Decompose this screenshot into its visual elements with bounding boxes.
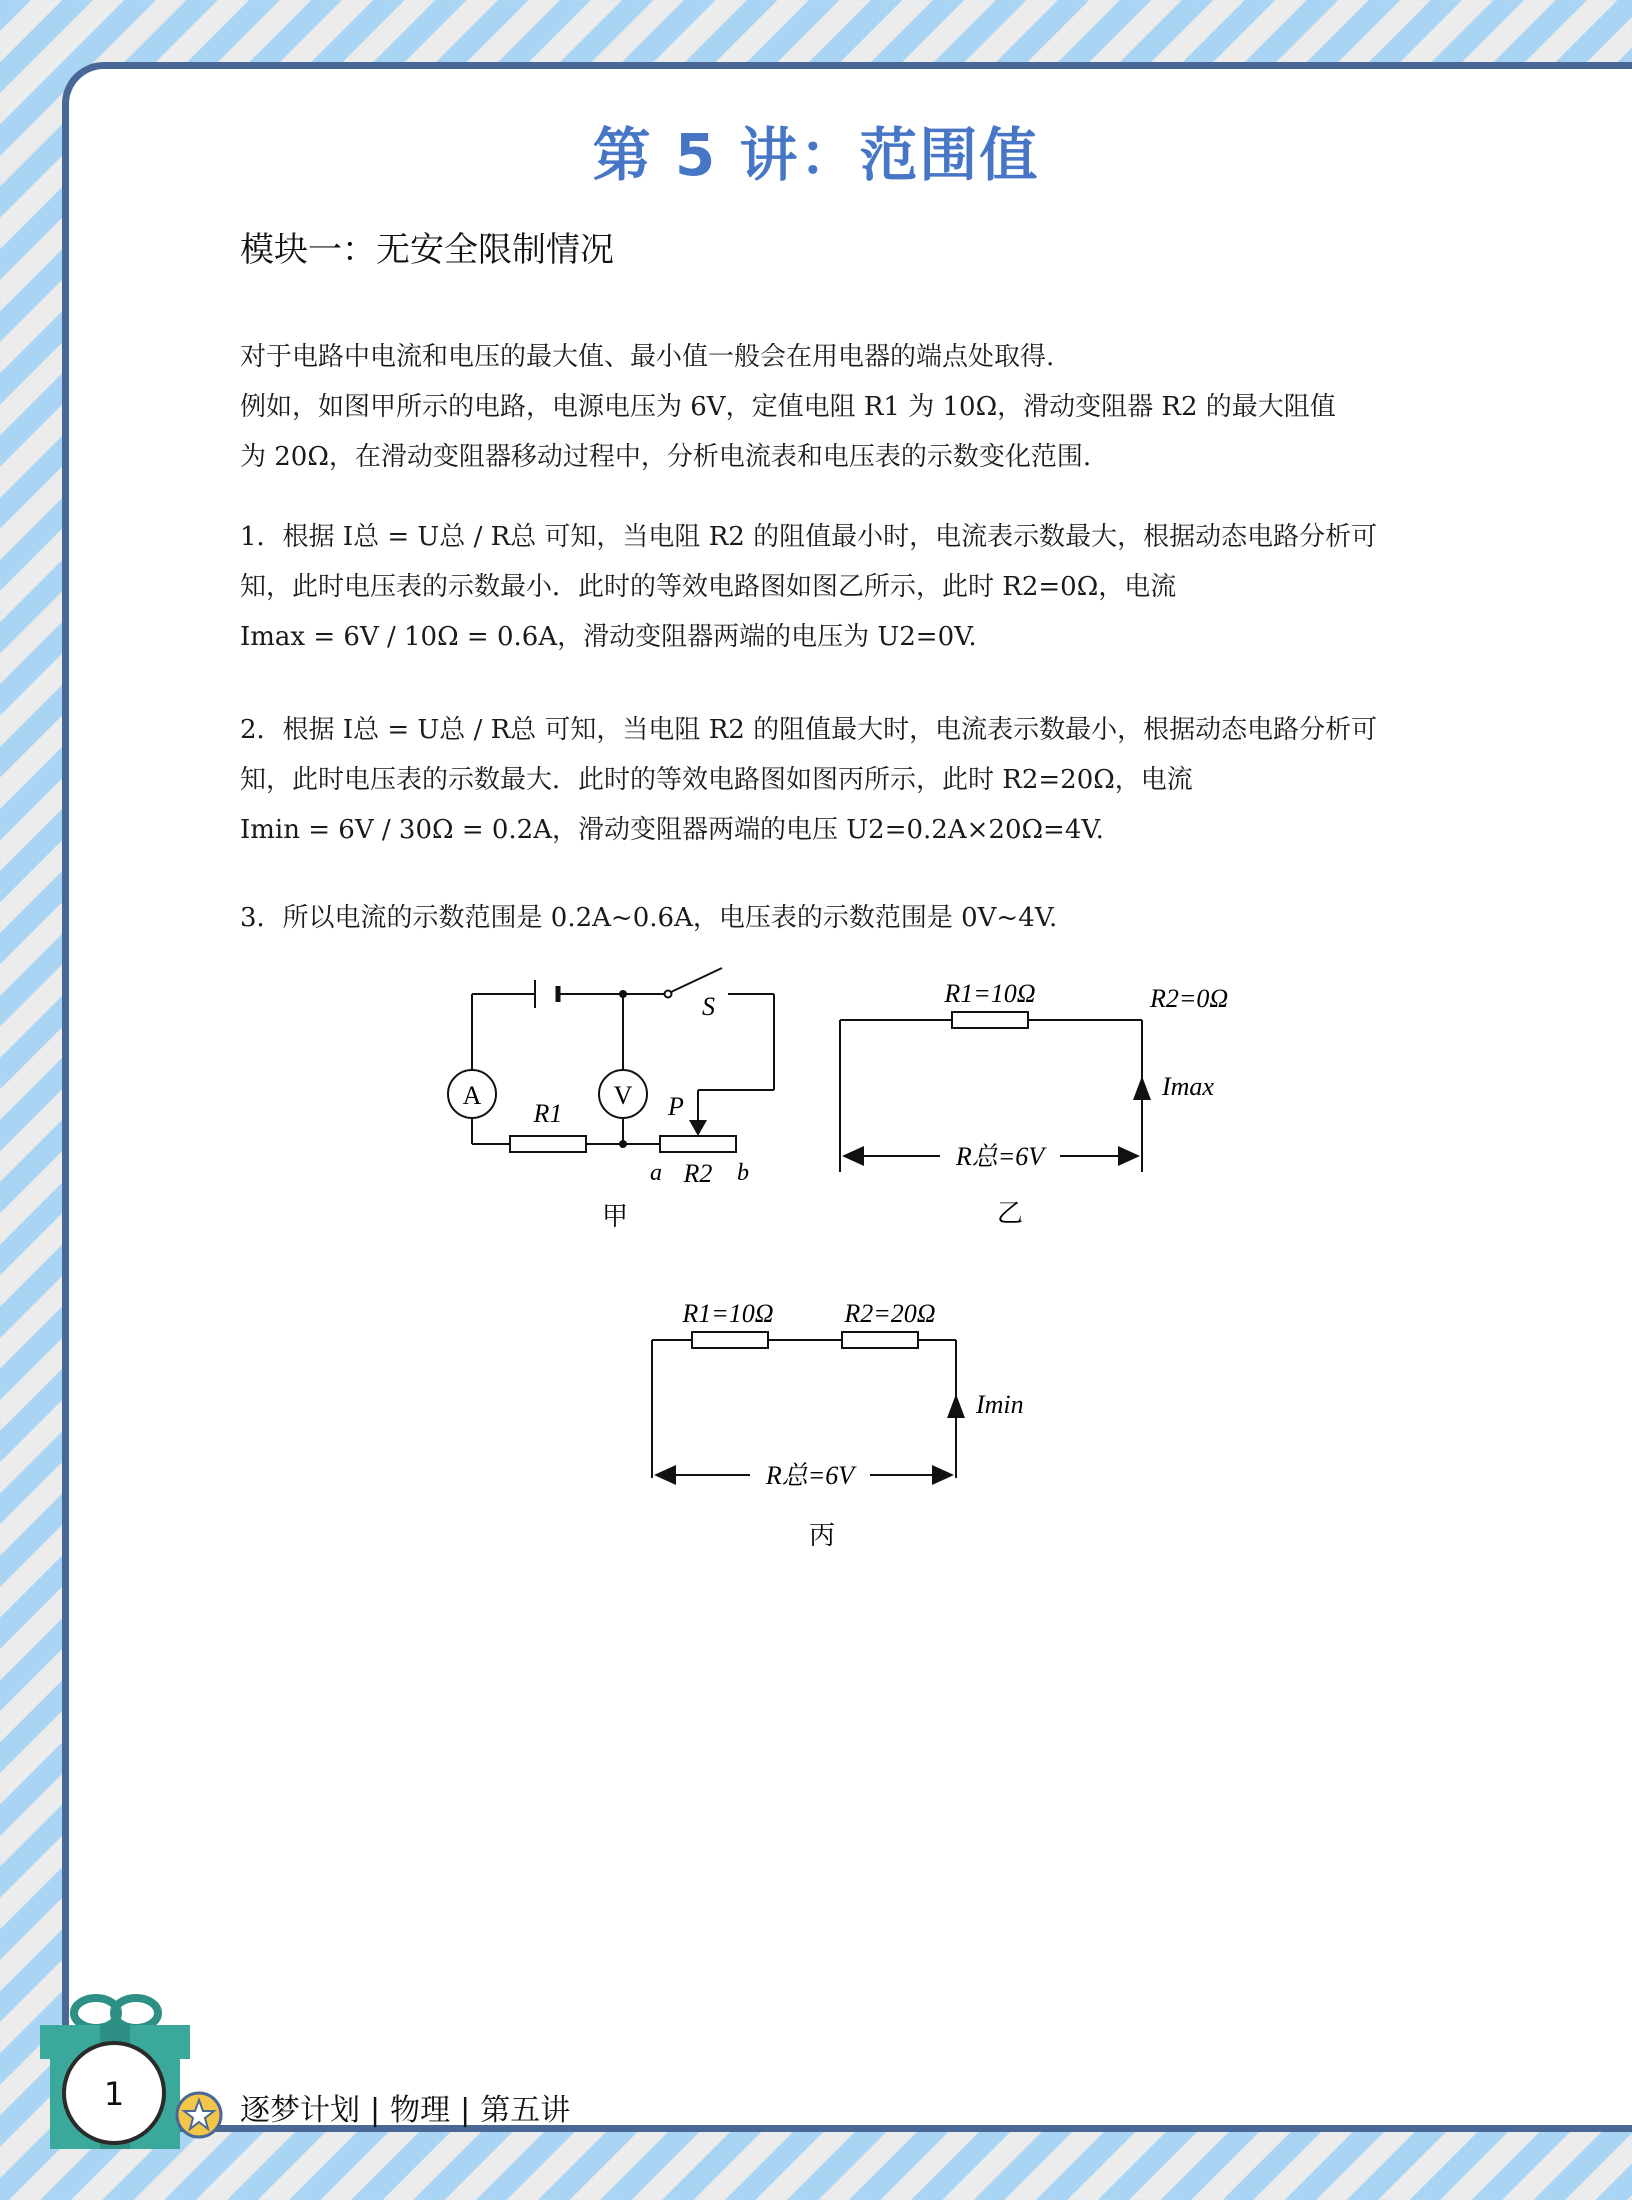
switch-label: S [702,992,715,1021]
voltmeter-label: V [613,1081,633,1110]
page-title: 第 5 讲：范围值 [592,121,1040,189]
step-1-paragraph [240,512,1390,662]
step-2-line-1: 2．根据 I总 = U总 / R总 可知，当电阻 R2 的阻值最大时，电流表示数最小，根据动态电路分析可 [240,715,1378,745]
footer-lecture: 第五讲 [480,2093,571,2128]
intro-line-3: 为 20Ω，在滑动变阻器移动过程中，分析电流表和电压表的示数变化范围. [240,442,1092,472]
intro-paragraph [240,332,1390,482]
step-1-line-3: Imax = 6V / 10Ω = 0.6A，滑动变阻器两端的电压为 U2=0V. [240,622,977,652]
step-3-paragraph [240,893,1390,943]
bing-r1-label: R1=10Ω [682,1299,774,1328]
intro-line-2: 例如，如图甲所示的电路，电源电压为 6V，定值电阻 R1 为 10Ω，滑动变阻器 R2 的最大阻值 [240,392,1336,422]
footer: 逐梦计划 | 物理 | 第五讲 [240,2093,571,2128]
caption-yi: 乙 [996,1199,1024,1228]
caption-jia: 甲 [601,1202,629,1231]
yi-total-label: R总=6V [955,1142,1045,1171]
circuit-diagram-bing [640,1280,1040,1560]
end-a-label: a [650,1160,662,1186]
page-number: 1 [103,2075,125,2113]
circuit-diagram-jia [430,950,810,1240]
yi-r2-label: R2=0Ω [1150,984,1229,1013]
ammeter-label: A [462,1081,482,1110]
step-1-line-1: 1．根据 I总 = U总 / R总 可知，当电阻 R2 的阻值最小时，电流表示数最大，根据动态电路分析可 [240,522,1378,552]
step-1-line-2: 知，此时电压表的示数最小．此时的等效电路图如图乙所示，此时 R2=0Ω，电流 [240,572,1177,602]
caption-bing: 丙 [808,1521,836,1550]
footer-brand: 逐梦计划 [240,2093,360,2128]
r1-label: R1 [533,1099,563,1128]
step-3-line-1: 3．所以电流的示数范围是 0.2A~0.6A，电压表的示数范围是 0V~4V. [240,903,1058,933]
bing-total-label: R总=6V [765,1461,855,1490]
section-heading: 模块一：无安全限制情况 [240,230,614,270]
yi-current-label: Imax [1162,1072,1214,1101]
circuit-diagram-yi [820,960,1240,1240]
end-b-label: b [737,1160,749,1186]
bing-current-label: Imin [976,1390,1024,1419]
intro-line-1: 对于电路中电流和电压的最大值、最小值一般会在用电器的端点处取得. [240,342,1055,372]
footer-subject: 物理 [390,2093,451,2128]
r2-label: R2 [683,1159,713,1188]
slider-label: P [668,1092,684,1121]
step-2-paragraph [240,705,1390,855]
star-icon [174,2090,224,2140]
bing-r2-label: R2=20Ω [844,1299,936,1328]
step-2-line-2: 知，此时电压表的示数最大．此时的等效电路图如图丙所示，此时 R2=20Ω，电流 [240,765,1193,795]
yi-r1-label: R1=10Ω [944,979,1036,1008]
step-2-line-3: Imin = 6V / 30Ω = 0.2A，滑动变阻器两端的电压 U2=0.2A×20Ω=4V. [240,815,1104,845]
